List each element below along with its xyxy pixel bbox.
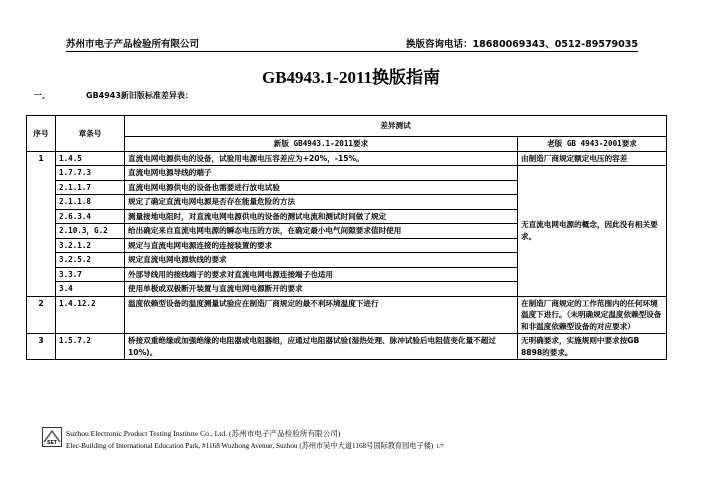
section-heading — [34, 90, 193, 101]
row-new: 规定与直流电网电源连接的连接装置的要求 — [125, 238, 518, 253]
row-clause: 1.5.7.2 — [56, 334, 125, 360]
row-new: 温度依赖型设备的温度测量试验应在制造厂商规定的最不利环境温度下进行 — [125, 296, 518, 334]
row-seq: 2 — [27, 296, 56, 334]
diff-table — [26, 115, 667, 360]
table-row — [27, 334, 667, 360]
row-new: 测量接地电阻时，对直流电网电源供电的设备的测试电流和测试时间做了规定 — [125, 209, 518, 224]
section-title: GB4943新旧版标准差异表： — [86, 91, 193, 100]
row-new: 规定了确定直流电网电源是否存在能量危险的方法 — [125, 195, 518, 210]
row-new: 桥接双重绝缘或加强绝缘的电阻器或电阻器组，应通过电阻器试验(湿热处理、脉冲试验后电阻值变化量不超过10%)。 — [125, 334, 518, 360]
header-diff: 差异测试 — [125, 116, 667, 137]
header-seq: 序号 — [27, 116, 56, 152]
row-seq: 1 — [27, 151, 56, 296]
page-title: GB4943.1-2011换版指南 — [261, 68, 441, 87]
page-header — [66, 36, 638, 50]
row-clause: 1.4.12.2 — [56, 296, 125, 334]
footer-address: Elec-Building of International Education Park, #1168 Wuzhong Avenue, Suzhou (苏州市吴中大道1168号国际教育园电子楼) — [66, 442, 434, 450]
row-clause: 3.4 — [56, 282, 125, 297]
row-new: 规定直流电网电源软线的要求 — [125, 253, 518, 268]
row-new: 给出确定来自直流电网电源的瞬态电压的方法，在确定最小电气间隙要求值时使用 — [125, 224, 518, 239]
row-seq: 3 — [27, 334, 56, 360]
row-clause: 2.6.3.4 — [56, 209, 125, 224]
row-clause: 3.3.7 — [56, 267, 125, 282]
row-new: 使用单极或双极断开装置与直流电网电源断开的要求 — [125, 282, 518, 297]
row-new: 直流电网电源供电的设备也需要进行放电试验 — [125, 180, 518, 195]
header-old: 老版 GB 4943-2001要求 — [518, 137, 667, 152]
table-header-row — [27, 116, 667, 137]
table-row — [27, 166, 667, 181]
company-name: 苏州市电子产品检验所有限公司 — [66, 39, 200, 50]
page-footer — [42, 424, 482, 460]
footer-address-line — [66, 441, 444, 451]
row-new: 直流电网电源供电的设备，试验用电源电压容差应为+20%，-15%。 — [125, 151, 518, 166]
row-clause: 2.10.3，G.2 — [56, 224, 125, 239]
row-clause: 1.4.5 — [56, 151, 125, 166]
row-old-merged: 无直流电网电源的概念，因此没有相关要求。 — [518, 166, 667, 297]
row-new: 直流电网电源导线的端子 — [125, 166, 518, 181]
row-clause: 2.1.1.7 — [56, 180, 125, 195]
header-divider — [66, 51, 638, 52]
header-clause: 章条号 — [56, 116, 125, 152]
table-row — [27, 296, 667, 334]
hotline: 换版咨询电话：18680069343、0512-89579035 — [406, 39, 638, 50]
header-new: 新版 GB4943.1-2011要求 — [125, 137, 518, 152]
page-number: 1/7 — [436, 444, 444, 450]
logo-text: SET — [47, 440, 57, 446]
row-old: 在制造厂商规定的工作范围内的任何环境温度下进行。（未明确规定温度依赖型设备和非温度依赖型设备的对应要求） — [518, 296, 667, 334]
row-clause: 2.1.1.8 — [56, 195, 125, 210]
footer-company: Suzhou Electronic Product Testing Institute Co., Ltd. (苏州市电子产品检验所有限公司) — [66, 429, 341, 438]
row-old: 无明确要求，实施规则中要求按GB 8898的要求。 — [518, 334, 667, 360]
table-row — [27, 151, 667, 166]
row-clause: 3.2.5.2 — [56, 253, 125, 268]
row-clause: 3.2.1.2 — [56, 238, 125, 253]
company-logo — [42, 427, 62, 447]
row-old: 由制造厂商规定额定电压的容差 — [518, 151, 667, 166]
row-clause: 1.7.7.3 — [56, 166, 125, 181]
section-number: 一、 — [34, 91, 50, 100]
row-new: 外部导线用的接线端子的要求对直流电网电源连接端子也适用 — [125, 267, 518, 282]
